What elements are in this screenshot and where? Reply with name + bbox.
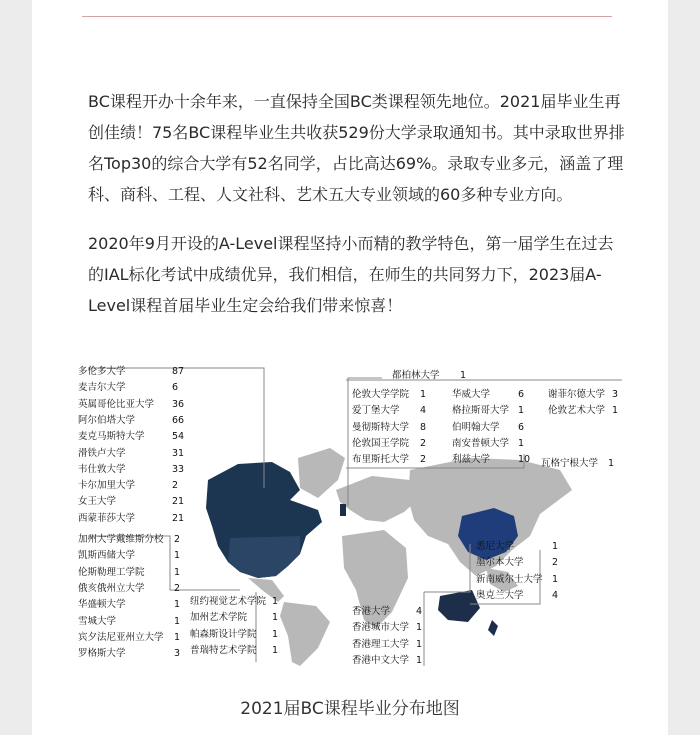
admission-count: 4 [416,606,423,617]
europe-shape [336,476,420,522]
admission-count: 3 [612,389,619,400]
university-name: 英属哥伦比亚大学 [78,398,155,410]
university-name: 都柏林大学 [392,370,440,381]
university-name: 香港中文大学 [352,654,410,666]
university-name: 格拉斯哥大学 [452,405,510,417]
university-name: 帕森斯设计学院 [190,628,257,640]
university-name: 阿尔伯塔大学 [78,414,136,426]
university-name: 凯斯西储大学 [78,550,136,562]
admission-count: 2 [420,454,427,466]
admission-count: 1 [174,631,181,643]
divider-line [82,16,612,17]
admission-count: 8 [420,421,427,433]
university-name: 谢菲尔德大学 [548,389,606,400]
university-name: 伦敦艺术大学 [548,405,606,417]
university-name: 麦吉尔大学 [78,382,126,394]
usa-shape [228,536,300,578]
university-name: 西蒙菲莎大学 [78,512,136,524]
admission-count: 1 [612,405,619,417]
admission-count: 2 [174,582,181,594]
admission-count: 6 [518,389,525,400]
university-name: 奥克兰大学 [476,589,524,601]
university-name: 女王大学 [78,496,117,508]
university-name: 香港大学 [352,606,391,617]
admission-count: 1 [174,550,181,562]
admission-count: 1 [272,628,279,640]
map-caption: 2021届BC课程毕业分布地图 [240,699,460,719]
university-name: 悉尼大学 [476,541,515,552]
admission-count: 2 [420,437,427,449]
distribution-map [0,340,700,680]
university-name: 罗格斯大学 [78,648,126,660]
admission-count: 1 [272,644,279,656]
admission-count: 1 [552,573,559,585]
university-name: 瓦格宁根大学 [541,458,599,469]
new-zealand-shape [488,620,498,636]
university-name: 雪城大学 [78,615,117,627]
admission-count: 1 [174,599,181,611]
admission-count: 33 [172,463,185,475]
university-name: 宾夕法尼亚州立大学 [78,631,164,643]
admission-count: 1 [518,405,525,417]
university-name: 香港城市大学 [352,622,410,634]
admission-count: 1 [272,612,279,624]
admission-count: 1 [608,458,615,469]
university-name: 利兹大学 [452,454,491,466]
admission-count: 1 [416,638,423,650]
admission-count: 21 [172,512,185,524]
university-name: 伦斯勒理工学院 [78,566,145,578]
university-name: 加州艺术学院 [190,612,248,624]
admission-count: 1 [552,541,559,552]
university-name: 普瑞特艺术学院 [190,644,257,656]
university-name: 曼彻斯特大学 [352,421,410,433]
admission-count: 1 [416,622,423,634]
admission-count: 1 [518,437,525,449]
admission-count: 1 [416,654,423,666]
university-name: 卡尔加里大学 [78,480,136,492]
university-name: 布里斯托大学 [352,454,410,466]
alevel-paragraph: 2020年9月开设的A-Level课程坚持小而精的教学特色，第一届学生在过去的IAL标化考试中成绩优异，我们相信，在师生的共同努力下，2023届A-Level课程首届毕业生定会给我们带来惊喜！ [88,234,614,315]
admission-count: 4 [552,589,559,601]
admission-count: 1 [174,615,181,627]
university-name: 麦克马斯特大学 [78,431,145,443]
admission-count: 2 [172,480,179,492]
admission-count: 1 [174,566,181,578]
university-name: 加州大学戴维斯分校 [78,534,164,545]
south-america-shape [280,602,330,666]
uk-shape [340,504,346,516]
admission-count: 54 [172,431,185,443]
australia-shape [438,590,480,622]
intro-paragraph: BC课程开办十余年来，一直保持全国BC类课程领先地位。2021届毕业生再创佳绩！75名BC课程毕业生共收获529份大学录取通知书。其中录取世界排名Top30的综合大学有52名同学，占比高达69%。录取专业多元，涵盖了理科、商科、工程、人文社科、艺术五大专业领域的60多种专业方向。 [88,92,625,204]
university-name: 伦敦国王学院 [352,437,410,449]
university-name: 多伦多大学 [78,366,126,377]
university-name: 新南威尔士大学 [476,573,543,585]
university-name: 爱丁堡大学 [352,405,400,417]
admission-count: 36 [172,398,185,410]
admission-count: 21 [172,496,185,508]
admission-count: 3 [174,648,181,660]
university-name: 伯明翰大学 [452,421,500,433]
admission-count: 1 [272,596,279,607]
admission-count: 4 [420,405,427,417]
admission-count: 6 [172,382,179,394]
university-name: 香港理工大学 [352,638,410,650]
admission-count: 66 [172,414,185,426]
university-name: 南安普顿大学 [452,437,510,449]
university-name: 伦敦大学学院 [352,389,410,400]
admission-count: 87 [172,366,185,377]
admission-count: 1 [460,370,467,381]
university-name: 俄亥俄州立大学 [78,582,145,594]
admission-count: 2 [174,534,181,545]
university-name: 华盛顿大学 [78,599,126,611]
admission-count: 10 [518,454,531,466]
admission-count: 2 [552,557,559,569]
admission-count: 6 [518,421,525,433]
admission-count: 1 [420,389,427,400]
university-name: 纽约视觉艺术学院 [190,596,267,607]
university-name: 墨尔本大学 [476,557,524,569]
university-name: 韦仕敦大学 [78,463,126,475]
university-name: 滑铁卢大学 [78,447,126,459]
admission-count: 31 [172,447,185,459]
university-name: 华威大学 [452,389,491,400]
